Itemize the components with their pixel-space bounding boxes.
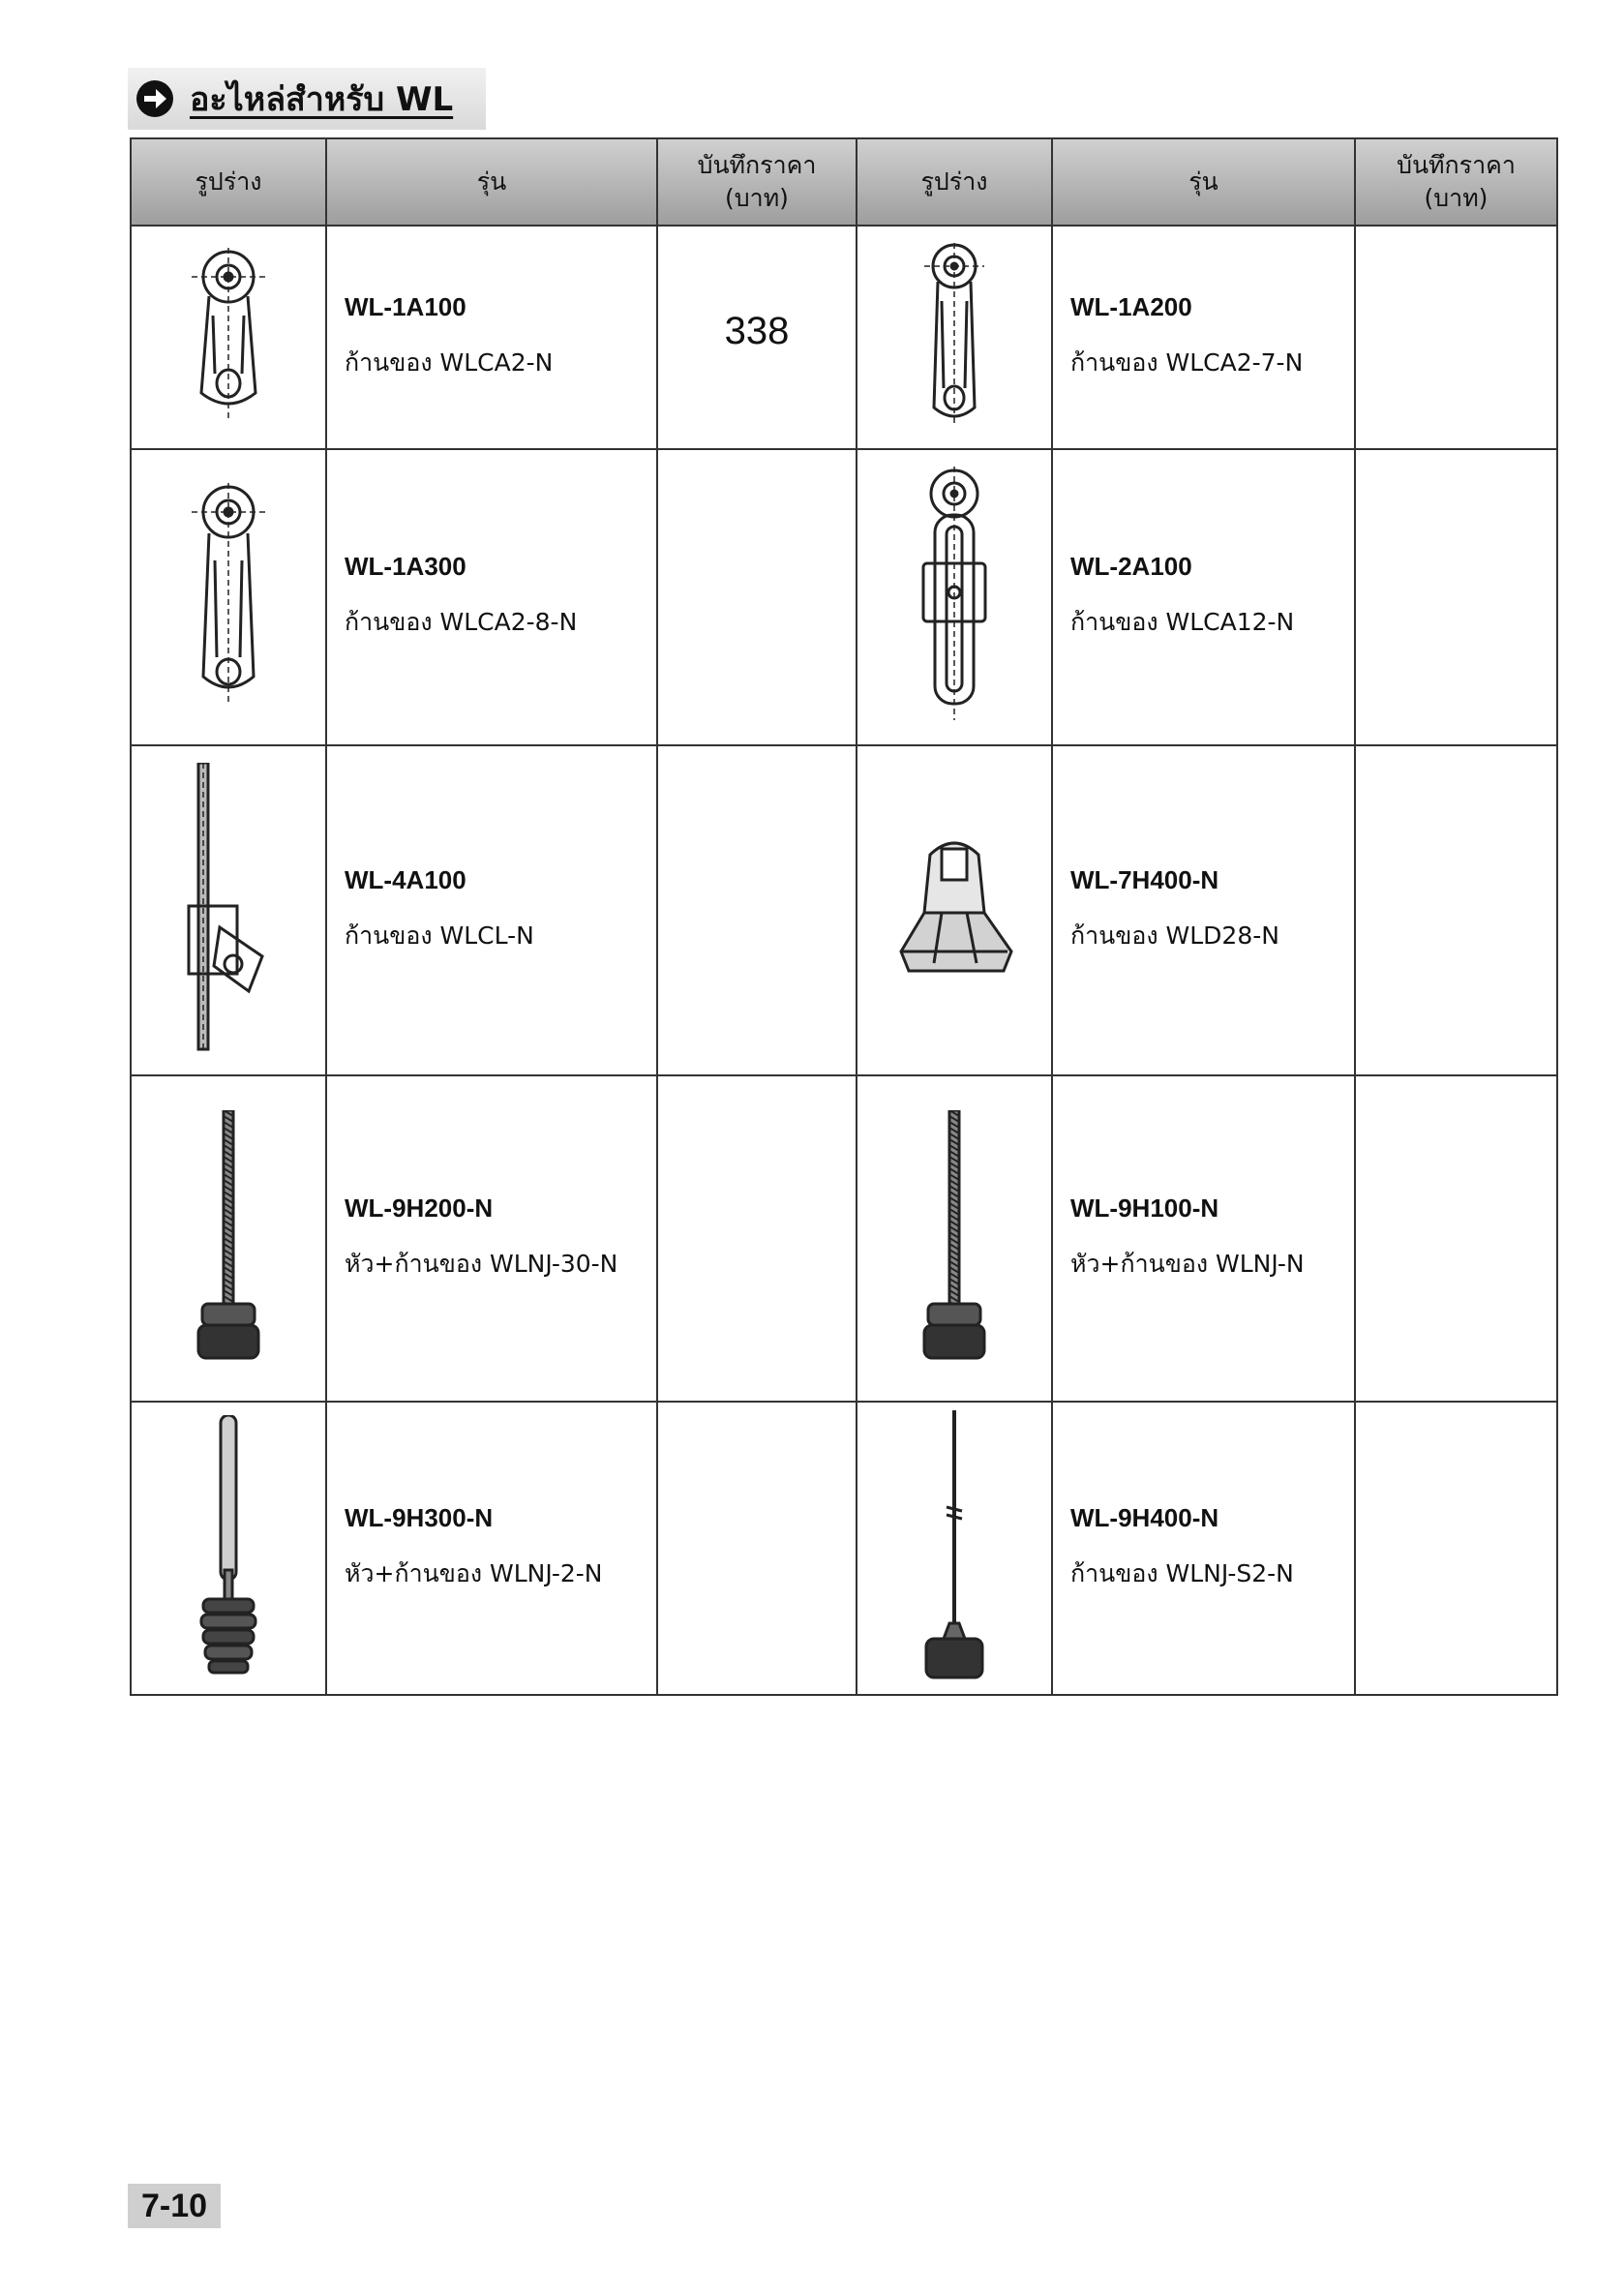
header-price-line1: บันทึกราคา	[1397, 151, 1516, 180]
model-description: ก้านของ WLCL-N	[345, 921, 534, 951]
table-header-row	[131, 138, 1557, 226]
price-cell	[1355, 1402, 1557, 1695]
header-price-line1: บันทึกราคา	[697, 151, 817, 180]
price-cell	[657, 745, 857, 1075]
shape-cell	[131, 226, 326, 449]
model-description: ก้านของ WLCA12-N	[1070, 608, 1295, 637]
model-code: WL-9H200-N	[345, 1193, 494, 1224]
model-cell	[1052, 449, 1355, 746]
header-shape: รูปร่าง	[131, 138, 326, 226]
shape-cell	[131, 1402, 326, 1695]
long-roller-lever-arm-icon	[920, 243, 988, 427]
price-cell	[1355, 745, 1557, 1075]
model-cell	[326, 226, 657, 449]
price-value: 338	[724, 310, 790, 352]
model-cell	[326, 1402, 657, 1695]
model-code: WL-2A100	[1070, 552, 1192, 582]
shape-cell	[857, 1402, 1052, 1695]
price-cell	[657, 1402, 857, 1695]
arrow-circle-icon	[134, 77, 176, 120]
shape-cell	[857, 745, 1052, 1075]
shape-cell	[857, 449, 1052, 746]
model-cell	[326, 745, 657, 1075]
model-code: WL-1A200	[1070, 291, 1192, 321]
model-cell	[1052, 745, 1355, 1075]
rod-lever-arm-icon	[175, 763, 282, 1053]
table-row	[131, 449, 1557, 746]
model-description: ก้านของ WLCA2-8-N	[345, 608, 578, 637]
shape-cell	[131, 745, 326, 1075]
price-cell	[1355, 226, 1557, 449]
price-cell	[657, 1075, 857, 1402]
shape-cell	[857, 1075, 1052, 1402]
model-cell	[1052, 1402, 1355, 1695]
model-description: ก้านของ WLNJ-S2-N	[1070, 1559, 1294, 1588]
model-cell	[326, 1075, 657, 1402]
model-code: WL-9H300-N	[345, 1503, 494, 1533]
model-code: WL-1A300	[345, 552, 466, 582]
model-cell	[326, 449, 657, 746]
header-model: รุ่น	[1052, 138, 1355, 226]
model-cell	[1052, 1075, 1355, 1402]
model-code: WL-7H400-N	[1070, 865, 1219, 895]
model-code: WL-1A100	[345, 291, 466, 321]
model-description: ก้านของ WLD28-N	[1070, 921, 1279, 951]
header-price-line2: (บาท)	[1424, 184, 1489, 212]
header-price	[657, 138, 857, 226]
section-heading	[128, 68, 486, 130]
table-row	[131, 1075, 1557, 1402]
steel-wire-rod-icon	[920, 1410, 988, 1681]
price-cell	[657, 449, 857, 746]
header-price	[1355, 138, 1557, 226]
coil-spring-rod-icon	[195, 1110, 262, 1362]
roller-lever-arm-icon	[190, 248, 267, 422]
roller-lever-arm-icon	[190, 483, 267, 706]
model-code: WL-4A100	[345, 865, 466, 895]
model-code: WL-9H400-N	[1070, 1503, 1219, 1533]
roller-plunger-head-icon	[891, 835, 1017, 981]
table-row	[131, 226, 1557, 449]
section-title: อะไหล่สำหรับ WL	[190, 80, 454, 119]
coil-spring-rod-icon	[920, 1110, 988, 1362]
model-description: ก้านของ WLCA2-N	[345, 347, 554, 377]
price-cell	[1355, 1075, 1557, 1402]
shape-cell	[131, 449, 326, 746]
price-cell	[1355, 449, 1557, 746]
model-description: หัว+ก้านของ WLNJ-30-N	[345, 1250, 618, 1279]
plastic-rod-spring-icon	[190, 1415, 267, 1677]
table-row	[131, 1402, 1557, 1695]
model-description: หัว+ก้านของ WLNJ-2-N	[345, 1559, 603, 1588]
model-code: WL-9H100-N	[1070, 1193, 1219, 1224]
parts-table	[130, 137, 1558, 1696]
model-description: ก้านของ WLCA2-7-N	[1070, 347, 1304, 377]
header-model: รุ่น	[326, 138, 657, 226]
shape-cell	[857, 226, 1052, 449]
header-price-line2: (บาท)	[725, 184, 789, 212]
table-row	[131, 745, 1557, 1075]
header-shape: รูปร่าง	[857, 138, 1052, 226]
page-number: 7-10	[128, 2184, 221, 2228]
adjustable-roller-lever-arm-icon	[916, 467, 993, 723]
model-description: หัว+ก้านของ WLNJ-N	[1070, 1250, 1305, 1279]
price-cell	[657, 226, 857, 449]
model-cell	[1052, 226, 1355, 449]
shape-cell	[131, 1075, 326, 1402]
